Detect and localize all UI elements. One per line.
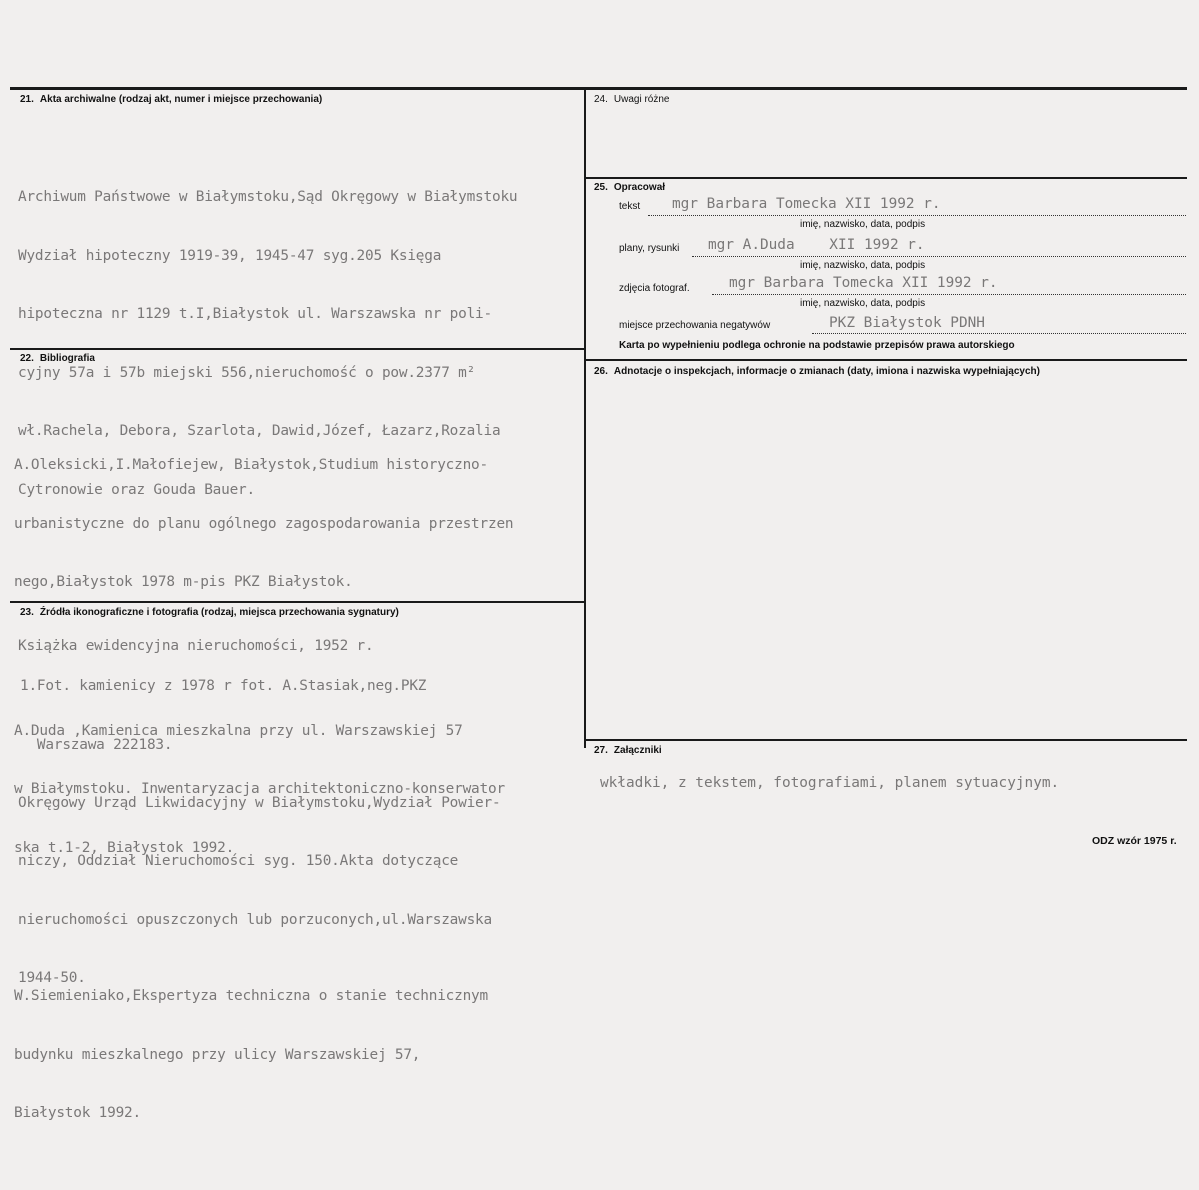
s22-paragraph-1 [14, 417, 513, 632]
section-26-number: 26. [594, 366, 608, 377]
s21-line: niczy, Oddział Nieruchomości syg. 150.Akta dotyczące [18, 853, 459, 869]
section-26-title: Adnotacje o inspekcjach, informacje o zmianach (daty, imiona i nazwiska wypełniających) [613, 366, 1040, 377]
s22-line: budynku mieszkalnego przy ulicy Warszawskiej 57, [14, 1046, 421, 1063]
tekst-dotted-line [648, 215, 1186, 216]
s21-line: cyjny 57a i 57b miejski 556,nieruchomość o pow.2377 m² [18, 364, 476, 381]
tekst-caption: imię, nazwisko, data, podpis [800, 219, 926, 230]
section-21-label [20, 94, 322, 105]
negatyw-dotted-line [812, 333, 1186, 334]
section-22-title: Bibliografia [39, 353, 95, 364]
plany-label: plany, rysunki [619, 243, 680, 254]
section-21-number: 21. [20, 94, 34, 105]
negatyw-label: miejsce przechowania negatywów [619, 320, 771, 331]
s21-line: hipoteczna nr 1129 t.I,Białystok ul. Warszawska nr poli- [18, 306, 492, 322]
form-id: ODZ wzór 1975 r. [1092, 835, 1177, 847]
section-23-label [20, 607, 399, 618]
section-25-number: 25. [594, 182, 608, 193]
tekst-value: mgr Barbara Tomecka XII 1992 r. [672, 196, 941, 212]
section-22-text [14, 378, 513, 1190]
top-rule [10, 87, 1187, 90]
s21-line: Książka ewidencyjna nieruchomości, 1952 r. [18, 638, 374, 654]
section-25-title: Opracował [613, 182, 666, 193]
section-26-label [594, 366, 1040, 377]
s22-line: A.Duda ,Kamienica mieszkalna przy ul. Warszawskiej 57 [14, 722, 463, 739]
s22-line: ska t.1-2, Białystok 1992. [14, 839, 235, 856]
section-23-title: Źródła ikonograficzne i fotografia (rodzaj, miejsca przechowania sygnatury) [39, 607, 399, 618]
plany-caption: imię, nazwisko, data, podpis [800, 260, 926, 271]
section-27-number: 27. [594, 745, 608, 756]
section-24-number: 24. [594, 94, 608, 105]
s21-line: wł.Rachela, Debora, Szarlota, Dawid,Józef, Łazarz,Rozalia [18, 423, 501, 439]
section-22-label [20, 353, 95, 364]
section-22-number: 22. [20, 353, 34, 364]
tekst-label: tekst [619, 201, 641, 212]
section-23-number: 23. [20, 607, 34, 618]
s22-line: urbanistyczne do planu ogólnego zagospodarowania przestrzen [14, 515, 514, 532]
copyright-note: Karta po wypełnieniu podlega ochronie na podstawie przepisów prawa autorskiego [619, 340, 1015, 351]
zdjecia-label: zdjęcia fotograf. [619, 283, 690, 294]
s23-line: 1.Fot. kamienicy z 1978 r fot. A.Stasiak,neg.PKZ [20, 678, 427, 694]
center-divider [584, 88, 586, 748]
s21-line: Archiwum Państwowe w Białymstoku,Sąd Okręgowy w Białymstoku [18, 189, 518, 205]
section-27-value: wkładki, z tekstem, fotografiami, planem sytuacyjnym. [600, 775, 1060, 791]
s23-line: Warszawa 222183. [20, 736, 173, 753]
section-27-label [594, 745, 662, 756]
zdjecia-dotted-line [712, 294, 1186, 295]
s22-line: W.Siemieniako,Ekspertyza techniczna o stanie technicznym [14, 988, 488, 1004]
s21-line: Wydział hipoteczny 1919-39, 1945-47 syg.205 Księga [18, 247, 442, 264]
s22-paragraph-3 [14, 948, 513, 1163]
plany-value: mgr A.Duda XII 1992 r. [708, 237, 925, 253]
rule-26-27 [585, 739, 1187, 741]
s22-line: w Białymstoku. Inwentaryzacja architektoniczno-konserwator [14, 781, 505, 797]
s21-line: Okręgowy Urząd Likwidacyjny w Białymstoku,Wydział Powier- [18, 794, 501, 811]
section-24-title: Uwagi różne [613, 94, 670, 105]
negatyw-value: PKZ Białystok PDNH [829, 315, 985, 331]
zdjecia-value: mgr Barbara Tomecka XII 1992 r. [729, 275, 998, 291]
section-23-text [20, 638, 426, 775]
s21-line: Cytronowie oraz Gouda Bauer. [18, 481, 255, 498]
zdjecia-caption: imię, nazwisko, data, podpis [800, 298, 926, 309]
s22-line: Białystok 1992. [14, 1105, 141, 1121]
plany-dotted-line [692, 256, 1186, 257]
section-27-title: Załączniki [613, 745, 662, 756]
rule-24-25 [585, 177, 1187, 179]
rule-25-26 [585, 359, 1187, 361]
s22-line: A.Oleksicki,I.Małofiejew, Białystok,Studium historyczno- [14, 457, 488, 473]
s21-line: 1944-50. [18, 970, 86, 986]
section-25-label [594, 182, 665, 193]
s22-line: nego,Białystok 1978 m-pis PKZ Białystok. [14, 574, 353, 590]
s21-line: nieruchomości opuszczonych lub porzuconych,ul.Warszawska [18, 911, 492, 928]
section-24-label [594, 94, 670, 105]
section-21-title: Akta archiwalne (rodzaj akt, numer i miejsce przechowania) [39, 94, 323, 105]
